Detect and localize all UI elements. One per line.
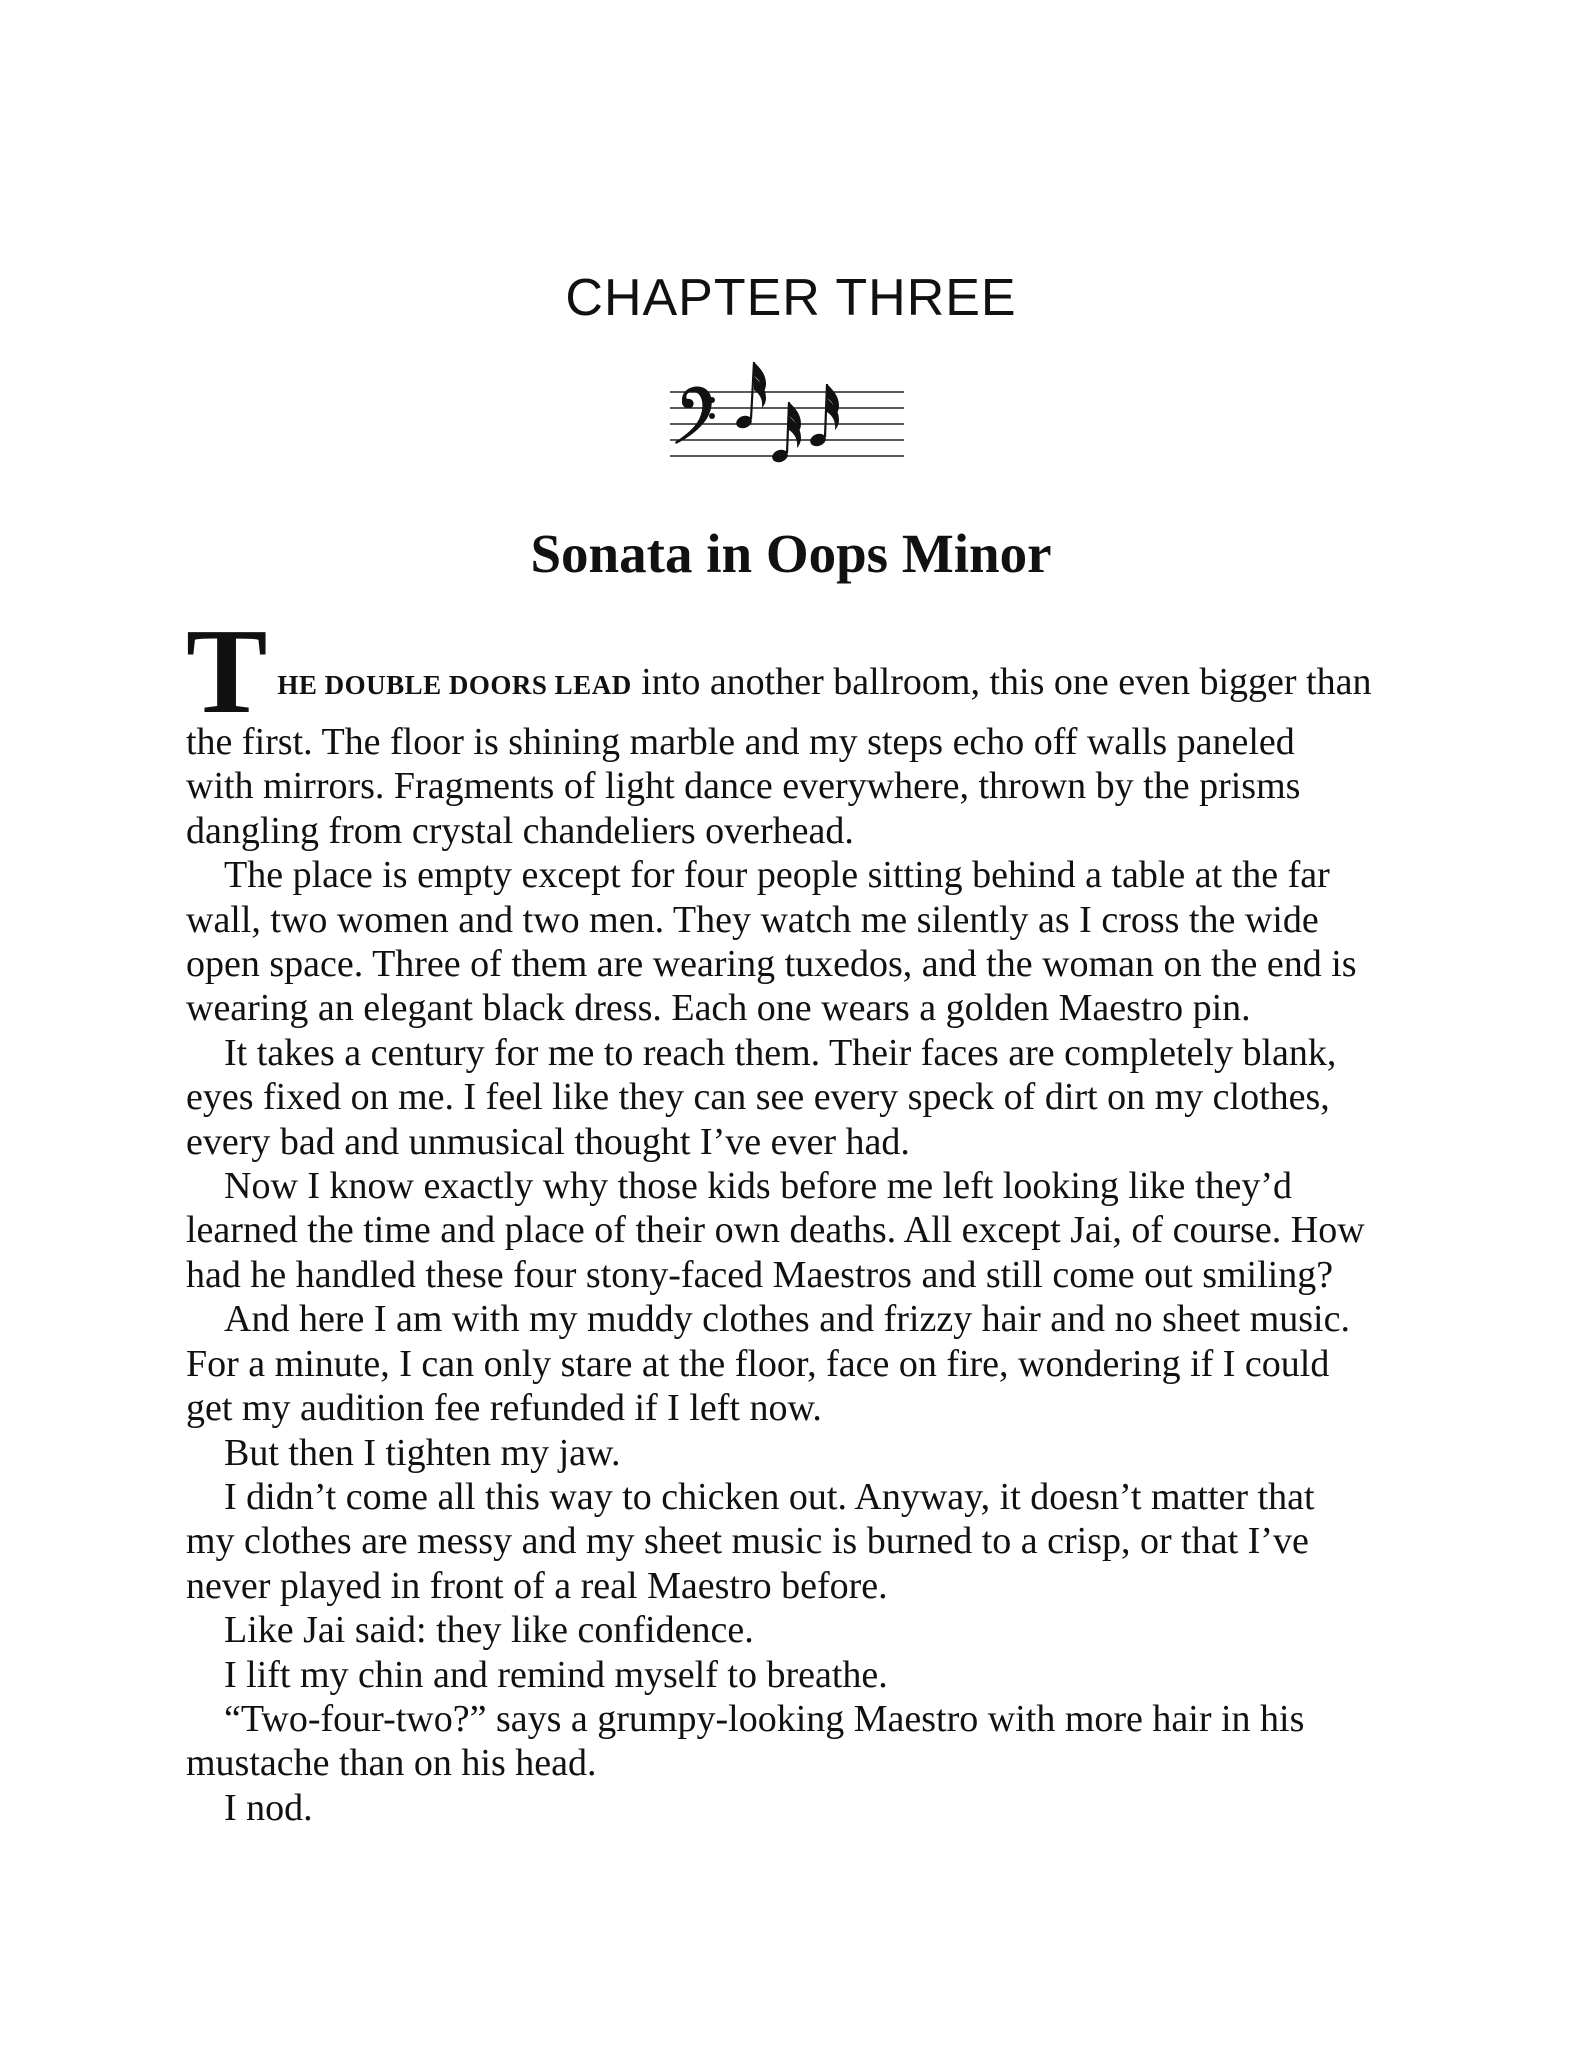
text-line: wall, two women and two men. They watch me silently as I cross the wide — [186, 898, 1319, 941]
paragraph-4 — [186, 1164, 1406, 1297]
text-line: The place is empty except for four people sitting behind a table at the far — [224, 854, 1330, 897]
text-line: For a minute, I can only stare at the floor, face on fire, wondering if I could — [186, 1342, 1330, 1385]
text-line: It takes a century for me to reach them. Their faces are completely blank, — [224, 1031, 1337, 1074]
text-line: And here I am with my muddy clothes and frizzy hair and no sheet music. — [224, 1298, 1350, 1341]
paragraph-2 — [186, 853, 1406, 1031]
paragraph-9 — [186, 1653, 1406, 1697]
paragraph-10 — [186, 1697, 1406, 1786]
paragraph-1 — [186, 604, 1406, 853]
text-line: get my audition fee refunded if I left now. — [186, 1387, 822, 1430]
chapter-title: Sonata in Oops Minor — [530, 523, 1052, 584]
text-line: dangling from crystal chandeliers overhead. — [186, 809, 854, 852]
text-line: Like Jai said: they like confidence. — [224, 1609, 754, 1652]
chapter-label: CHAPTER THREE — [565, 269, 1017, 327]
paragraph-5 — [186, 1297, 1406, 1430]
text-line: mustache than on his head. — [186, 1742, 597, 1785]
text-line: “Two-four-two?” says a grumpy-looking Maestro with more hair in his — [224, 1697, 1305, 1740]
text-line: I nod. — [224, 1786, 313, 1829]
text-line: open space. Three of them are wearing tuxedos, and the woman on the end is — [186, 943, 1357, 986]
text-line: learned the time and place of their own deaths. All except Jai, of course. How — [186, 1209, 1365, 1252]
text-line: HE DOUBLE DOORS LEAD into another ballroom, this one even bigger than — [277, 661, 1372, 703]
text-line: the first. The floor is shining marble and my steps echo off walls paneled — [186, 721, 1295, 763]
paragraph-3 — [186, 1031, 1406, 1164]
text-line: with mirrors. Fragments of light dance everywhere, thrown by the prisms — [186, 765, 1301, 808]
text-line: I didn’t come all this way to chicken out. Anyway, it doesn’t matter that — [224, 1475, 1315, 1518]
text-line: had he handled these four stony-faced Maestros and still come out smiling? — [186, 1253, 1334, 1296]
chapter-body — [186, 604, 1406, 1830]
lead-in: HE DOUBLE DOORS LEAD — [277, 670, 632, 700]
text-line: never played in front of a real Maestro before. — [186, 1564, 888, 1607]
paragraph-6 — [186, 1431, 1406, 1475]
text-line: every bad and unmusical thought I’ve ever had. — [186, 1120, 910, 1163]
text-line: But then I tighten my jaw. — [224, 1431, 621, 1474]
text-line: eyes fixed on me. I feel like they can see every speck of dirt on my clothes, — [186, 1076, 1330, 1119]
paragraph-8 — [186, 1608, 1406, 1652]
text-line: I lift my chin and remind myself to breathe. — [224, 1653, 888, 1696]
text-line: my clothes are messy and my sheet music is burned to a crisp, or that I’ve — [186, 1520, 1309, 1563]
paragraph-7 — [186, 1475, 1406, 1608]
text-line: Now I know exactly why those kids before me left looking like they’d — [224, 1165, 1292, 1208]
paragraph-11 — [186, 1786, 1406, 1830]
drop-cap: T — [186, 604, 268, 739]
text-line: wearing an elegant black dress. Each one wears a golden Maestro pin. — [186, 987, 1251, 1030]
bass-clef-notes-icon — [668, 356, 906, 468]
